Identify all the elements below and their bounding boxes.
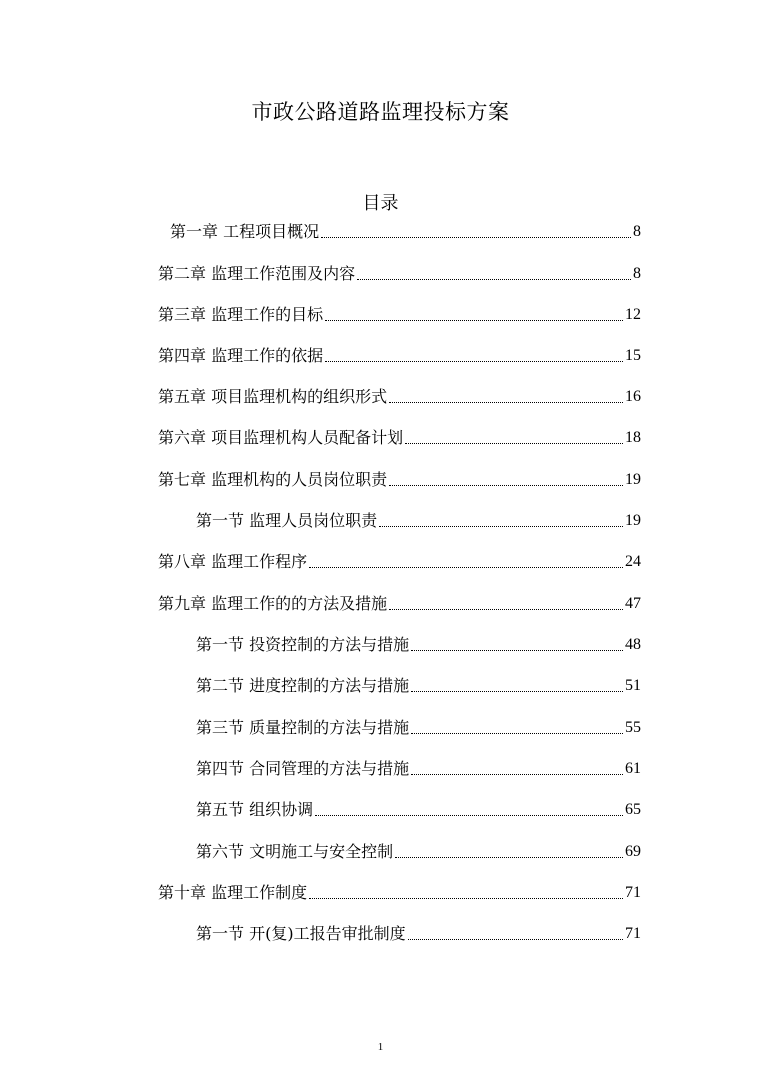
toc-entry-page: 18 — [625, 429, 641, 446]
toc-entry-label: 第九章 监理工作的的方法及措施 — [158, 594, 388, 613]
toc-entry-chapter-8[interactable] — [158, 550, 641, 574]
toc-entry-chapter-5[interactable] — [158, 385, 641, 409]
toc-dot-leader — [357, 279, 631, 280]
toc-dot-leader — [309, 898, 623, 899]
toc-dot-leader — [389, 402, 623, 403]
document-title: 市政公路道路监理投标方案 — [251, 100, 510, 124]
toc-entry-chapter-4[interactable] — [158, 344, 641, 368]
toc-dot-leader — [325, 361, 623, 362]
toc-entry-label: 第八章 监理工作程序 — [158, 552, 308, 571]
toc-entry-label: 第四节 合同管理的方法与措施 — [196, 759, 410, 778]
toc-entry-label: 第三章 监理工作的目标 — [158, 305, 324, 324]
toc-entry-page: 65 — [625, 801, 641, 818]
toc-entry-label: 第一节 投资控制的方法与措施 — [196, 635, 410, 654]
toc-entry-label: 第六节 文明施工与安全控制 — [196, 842, 394, 861]
toc-entry-chapter-3[interactable] — [158, 303, 641, 327]
toc-dot-leader — [309, 567, 623, 568]
toc-dot-leader — [408, 939, 623, 940]
toc-entry-page: 24 — [625, 553, 641, 570]
toc-entry-label: 第七章 监理机构的人员岗位职责 — [158, 470, 388, 489]
toc-entry-page: 55 — [625, 719, 641, 736]
toc-heading: 目录 — [362, 193, 399, 214]
toc-dot-leader — [315, 815, 623, 816]
toc-entry-page: 48 — [625, 636, 641, 653]
toc-dot-leader — [321, 237, 631, 238]
toc-entry-label: 第二节 进度控制的方法与措施 — [196, 676, 410, 695]
toc-entry-page: 51 — [625, 677, 641, 694]
toc-entry-page: 71 — [625, 925, 641, 942]
toc-entry-chapter-9[interactable] — [158, 592, 641, 616]
toc-entry-label: 第四章 监理工作的依据 — [158, 346, 324, 365]
toc-entry-label: 第一节 开(复)工报告审批制度 — [196, 924, 406, 943]
toc-dot-leader — [411, 650, 623, 651]
toc-entry-chapter-6[interactable] — [158, 426, 641, 450]
toc-entry-label: 第十章 监理工作制度 — [158, 883, 308, 902]
toc-entry-page: 61 — [625, 760, 641, 777]
toc-dot-leader — [389, 609, 623, 610]
toc-entry-chapter-2[interactable] — [158, 262, 641, 286]
toc-dot-leader — [395, 857, 623, 858]
toc-entry-section-9-1[interactable] — [196, 633, 641, 657]
toc-entry-page: 47 — [625, 595, 641, 612]
toc-entry-section-9-2[interactable] — [196, 674, 641, 698]
toc-entry-page: 19 — [625, 471, 641, 488]
toc-entry-section-9-5[interactable] — [196, 798, 641, 822]
toc-entry-label: 第六章 项目监理机构人员配备计划 — [158, 428, 404, 447]
toc-entry-label: 第三节 质量控制的方法与措施 — [196, 718, 410, 737]
toc-dot-leader — [325, 320, 623, 321]
toc-entry-page: 16 — [625, 388, 641, 405]
toc-entry-chapter-7[interactable] — [158, 468, 641, 492]
toc-entry-label: 第一节 监理人员岗位职责 — [196, 511, 378, 530]
toc-entry-page: 15 — [625, 347, 641, 364]
toc-entry-label: 第五章 项目监理机构的组织形式 — [158, 387, 388, 406]
page-number: 1 — [377, 1041, 384, 1053]
toc-entry-page: 71 — [625, 884, 641, 901]
toc-entry-section-10-1[interactable] — [196, 922, 641, 946]
toc-entry-section-9-6[interactable] — [196, 840, 641, 864]
toc-dot-leader — [379, 526, 623, 527]
toc-entry-chapter-1[interactable] — [170, 220, 641, 244]
toc-entry-section-9-3[interactable] — [196, 716, 641, 740]
toc-entry-chapter-10[interactable] — [158, 881, 641, 905]
toc-dot-leader — [389, 485, 623, 486]
toc-entry-page: 8 — [633, 223, 641, 240]
toc-entry-label: 第二章 监理工作范围及内容 — [158, 264, 356, 283]
toc-entry-label: 第五节 组织协调 — [196, 800, 314, 819]
toc-dot-leader — [411, 691, 623, 692]
toc-entry-section-9-4[interactable] — [196, 757, 641, 781]
toc-dot-leader — [405, 443, 623, 444]
toc-entry-section-7-1[interactable] — [196, 509, 641, 533]
toc-dot-leader — [411, 733, 623, 734]
toc-entry-page: 8 — [633, 265, 641, 282]
toc-entry-page: 12 — [625, 306, 641, 323]
toc-entry-label: 第一章 工程项目概况 — [170, 222, 320, 241]
toc-entry-page: 19 — [625, 512, 641, 529]
toc-dot-leader — [411, 774, 623, 775]
toc-entry-page: 69 — [625, 843, 641, 860]
